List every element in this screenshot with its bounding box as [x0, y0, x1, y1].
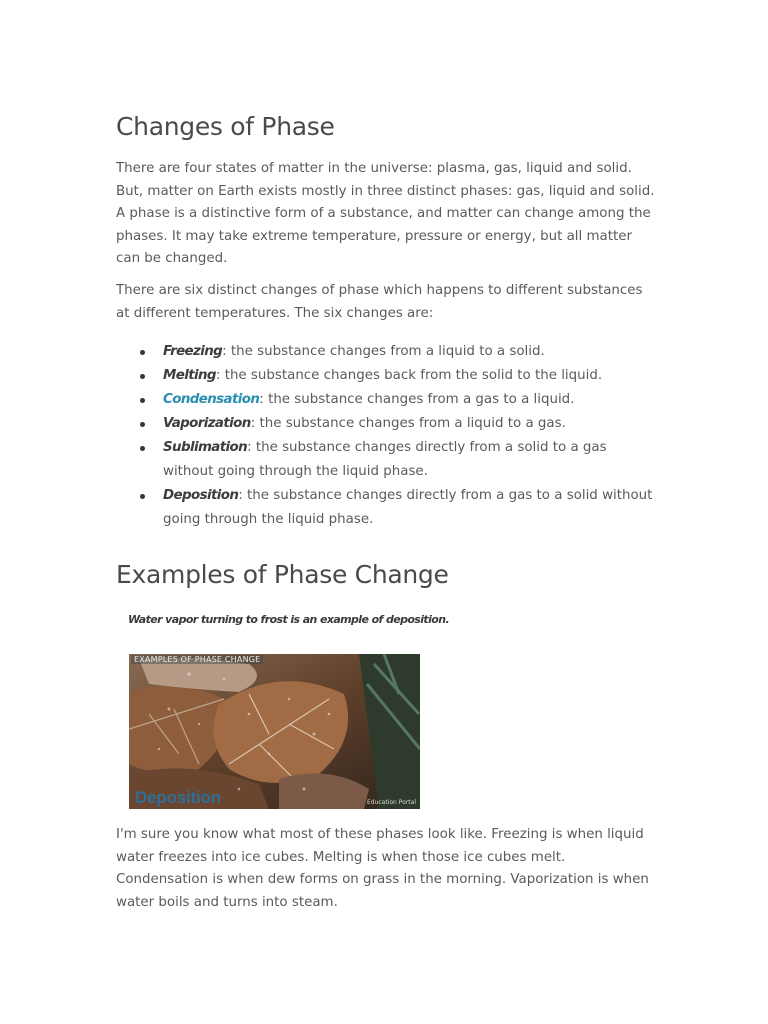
- list-item-freezing: [116, 340, 656, 364]
- bullet-icon: [140, 422, 145, 427]
- bullet-icon: [140, 374, 145, 379]
- figure-credit: Education Portal: [366, 799, 416, 806]
- list-item-vaporization: [116, 412, 656, 436]
- figure-top-label: EXAMPLES OF PHASE CHANGE: [131, 655, 263, 664]
- examples-paragraph: I'm sure you know what most of these phases look like. Freezing is when liquid water freezes into ice cubes. Melting is when those ice cubes melt. Condensation is when dew forms on grass in the morning. Vaporization is when water boils and turns into steam.: [116, 827, 649, 910]
- figure-main-label: Deposition: [135, 788, 221, 807]
- document-page: [116, 108, 656, 910]
- phase-changes-list: [116, 340, 656, 532]
- term-deposition: Deposition: [163, 488, 239, 503]
- six-changes-paragraph: There are six distinct changes of phase which happens to different substances at different temperatures. The six changes are:: [116, 283, 643, 321]
- deposition-frost-image: [129, 654, 420, 809]
- bullet-icon: [140, 350, 145, 355]
- term-vaporization: Vaporization: [163, 416, 251, 431]
- desc-sublimation: : the substance changes directly from a solid to a gas without going through the liquid phase.: [163, 440, 607, 479]
- bullet-icon: [140, 494, 145, 499]
- list-item-deposition: [116, 484, 656, 532]
- term-freezing: Freezing: [163, 344, 223, 359]
- section-title-changes-of-phase: Changes of Phase: [116, 112, 335, 141]
- list-item-condensation: [116, 388, 656, 412]
- section-title-examples: Examples of Phase Change: [116, 560, 449, 589]
- list-item-melting: [116, 364, 656, 388]
- desc-freezing: : the substance changes from a liquid to a solid.: [222, 344, 545, 359]
- bullet-icon: [140, 446, 145, 451]
- frost-leaves-illustration: [129, 654, 420, 809]
- intro-paragraph: There are four states of matter in the universe: plasma, gas, liquid and solid. But, matter on Earth exists mostly in three distinct phases: gas, liquid and solid. A phase is a distinctive form of a substance, and matter can change among the phases. It may take extreme temperature, pressure or energy, but all matter can be changed.: [116, 161, 655, 267]
- term-condensation-link[interactable]: Condensation: [163, 392, 260, 407]
- term-melting: Melting: [163, 368, 216, 383]
- figure-caption: Water vapor turning to frost is an example of deposition.: [128, 613, 450, 626]
- list-item-sublimation: [116, 436, 656, 484]
- desc-deposition: : the substance changes directly from a gas to a solid without going through the liquid phase.: [163, 488, 653, 527]
- desc-condensation: : the substance changes from a gas to a liquid.: [259, 392, 575, 407]
- desc-melting: : the substance changes back from the solid to the liquid.: [215, 368, 603, 383]
- bullet-icon: [140, 398, 145, 403]
- desc-vaporization: : the substance changes from a liquid to a gas.: [250, 416, 566, 431]
- term-sublimation: Sublimation: [163, 440, 248, 455]
